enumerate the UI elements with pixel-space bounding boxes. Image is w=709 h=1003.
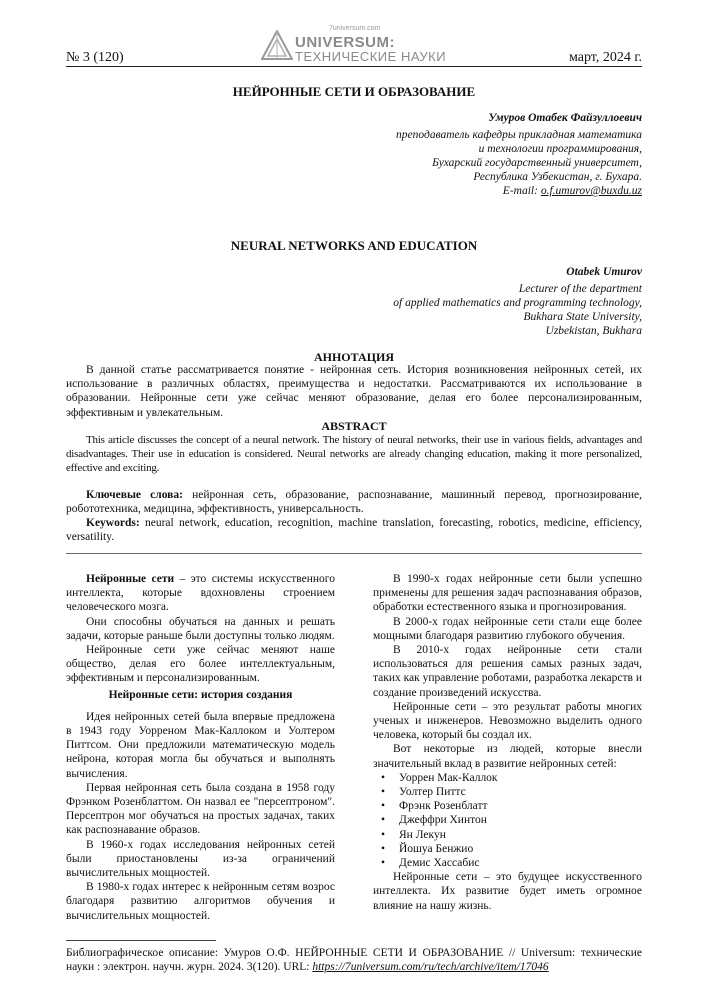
affil-line: преподаватель кафедры прикладная математика xyxy=(396,129,642,141)
term-bold: Нейронные сети xyxy=(86,573,175,585)
paragraph: Нейронные сети – это будущее искусственного интеллекта. Их развитие будет иметь огромное влияние на нашу жизнь. xyxy=(373,871,642,912)
paragraph: Нейронные сети уже сейчас меняют наше общество, делая его более интеллектуальным, эффективным и персонализированным. xyxy=(66,644,335,685)
abstract-heading: ABSTRACT xyxy=(321,419,387,433)
affil-line: Республика Узбекистан, г. Бухара. xyxy=(473,171,642,183)
paragraph-text: – это системы искусственного интеллекта, которые вдохновлены строением человеческого мозга. xyxy=(66,573,335,614)
article-title-ru: НЕЙРОННЫЕ СЕТИ И ОБРАЗОВАНИЕ xyxy=(232,84,476,99)
abstract-text: This article discusses the concept of a neural network. The history of neural networks, their use in various fields, advantages and disadvantages. Their use in education is considered. Neural networks are already changing education, making it more personalized, effective and exciting. xyxy=(66,434,642,475)
keywords-en-text: neural network, education, recognition, machine translation, forecasting, robotics, medicine, efficiency, versatility. xyxy=(66,517,642,544)
list-item: • Фрэнк Розенблатт xyxy=(399,799,642,813)
paragraph: В 1990-х годах нейронные сети были успешно применены для решения задач распознавания образов, обработки естественного языка и прогнозирования. xyxy=(373,573,642,614)
issue-date: март, 2024 г. xyxy=(568,50,642,65)
list-item: • Демис Хассабис xyxy=(399,856,642,870)
keywords-ru xyxy=(66,488,642,516)
paragraph: В 1980-х годах интерес к нейронным сетям возрос благодаря развитию алгоритмов обучения и вычислительных мощностей. xyxy=(66,881,335,922)
keywords-en xyxy=(66,516,642,544)
paragraph: Идея нейронных сетей была впервые предложена в 1943 году Уорреном Мак-Каллоком и Уолтером Питтсом. Они предложили математическую модель нейрона, которая могла бы обучаться и выполнять вычисления. xyxy=(66,710,335,780)
footnote-url-link[interactable]: https://7universum.com/ru/tech/archive/item/17046 xyxy=(312,961,549,974)
paragraph xyxy=(66,572,335,615)
email-label: E-mail: xyxy=(502,185,541,197)
annotation-heading: АННОТАЦИЯ xyxy=(313,350,395,364)
logo-name: UNIVERSUM: xyxy=(295,34,396,51)
body-column-left xyxy=(66,572,335,923)
people-list xyxy=(373,771,642,870)
keywords-ru-text: нейронная сеть, образование, распознавание, машинный перевод, прогнозирование, робототехника, медицина, эффективность, универсальность. xyxy=(66,489,642,516)
keywords-en-label: Keywords: xyxy=(86,517,140,529)
paragraph: Вот некоторые из людей, которые внесли значительный вклад в развитие нейронных сетей: xyxy=(373,743,642,770)
logo-subtitle: ТЕХНИЧЕСКИЕ НАУКИ xyxy=(295,49,447,64)
logo-triangle-icon xyxy=(261,30,293,60)
paragraph: Нейронные сети – это результат работы многих ученых и инженеров. Невозможно выделить одного человека, который бы создал их. xyxy=(373,700,642,742)
paragraph: Первая нейронная сеть была создана в 1958 году Фрэнком Розенблаттом. Он назвал ее "персептроном". Персептрон мог обучаться на простых задачах, таких как распознавание образов. xyxy=(66,781,335,837)
body-column-right xyxy=(373,572,642,913)
paragraph: В 2010-х годах нейронные сети стали использоваться для решения самых разных задач, таких как управление роботами, разработка лекарств и создание произведений искусства. xyxy=(373,644,643,699)
email-link[interactable]: o.f.umurov@buxdu.uz xyxy=(540,185,642,197)
section-divider xyxy=(66,553,642,554)
list-item: • Уолтер Питтс xyxy=(399,785,642,799)
affiliation-ru xyxy=(396,111,642,198)
logo-site: 7universum.com xyxy=(329,25,381,32)
affil-line: Bukhara State University, xyxy=(523,311,642,323)
list-item: • Джеффри Хинтон xyxy=(399,813,642,827)
affil-line: Lecturer of the department xyxy=(518,283,642,295)
paragraph: В 2000-х годах нейронные сети стали еще более мощными благодаря развитию глубокого обучения. xyxy=(373,615,642,642)
footnote-text: Библиографическое описание: Умуров О.Ф. НЕЙРОННЫЕ СЕТИ И ОБРАЗОВАНИЕ // Universum: технические науки : электрон. научн. журн. 2024. 3(120). URL: xyxy=(66,947,642,974)
journal-logo xyxy=(261,24,461,66)
affil-line: и технологии программирования, xyxy=(478,143,642,155)
author-name-en: Otabek Umurov xyxy=(566,266,642,278)
list-item: • Уоррен Мак-Каллок xyxy=(399,771,642,785)
list-item: • Ян Лекун xyxy=(399,828,642,842)
keywords-ru-label: Ключевые слова: xyxy=(86,489,183,501)
annotation-text: В данной статье рассматривается понятие - нейронная сеть. История возникновения нейронных сетей, их использование в различных областях, преимущества и недостатки. Рассматриваются их использование в образовании. Нейронные сети уже сейчас меняют образование, делая его более персонализированным, эффективным и увлекательным. xyxy=(66,364,642,419)
footnote-rule xyxy=(66,940,216,941)
header-rule xyxy=(66,66,642,67)
issue-number: № 3 (120) xyxy=(66,50,124,65)
paragraph: В 1960-х годах исследования нейронных сетей были приостановлены из-за ограничений вычислительных мощностей. xyxy=(66,838,335,880)
paragraph: Они способны обучаться на данных и решать задачи, которые раньше были доступны только людям. xyxy=(66,615,335,642)
affil-line: of applied mathematics and programming technology, xyxy=(393,297,642,309)
affiliation-en xyxy=(393,265,642,338)
affil-line: Uzbekistan, Bukhara xyxy=(545,325,642,337)
section-subheading: Нейронные сети: история создания xyxy=(108,688,293,701)
author-name-ru: Умуров Отабек Файзуллоевич xyxy=(488,112,642,124)
list-item: • Йошуа Бенжио xyxy=(399,842,642,856)
bibliographic-footnote xyxy=(66,946,642,974)
article-title-en: NEURAL NETWORKS AND EDUCATION xyxy=(230,238,478,253)
email-line xyxy=(396,184,642,198)
page-header xyxy=(66,24,642,66)
affil-line: Бухарский государственный университет, xyxy=(432,157,642,169)
